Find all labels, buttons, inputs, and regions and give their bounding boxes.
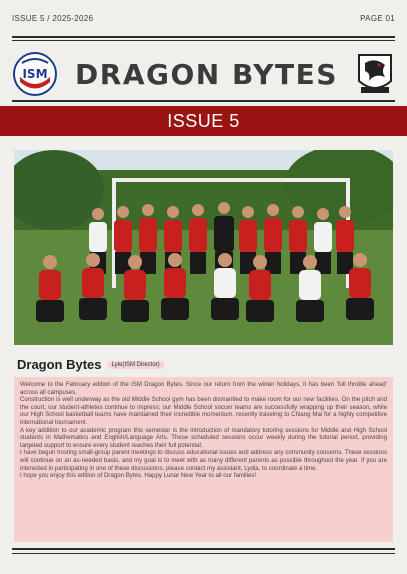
bottom-rule — [12, 548, 395, 550]
article-heading: Dragon Bytes — [17, 357, 102, 372]
letter-paragraph: I hope you enjoy this edition of Dragon Bytes. Happy Lunar New Year to all our families! — [20, 472, 257, 480]
letter-paragraph: Construction is well underway as the old Middle School gym has been dismantled to make room for our new facilities. On the pitch and the court, our student-athletes continue to impress; our Middle School soccer teams are successfully wrapping up their season, while our High School basketball teams have maintained their incredible momentum, recently traveling to Chiang Mai for a highly competitive international tournament. — [20, 396, 387, 426]
letter-paragraph: Welcome to the February edition of the ISM Dragon Bytes. Since our return from the winter holidays, it has been 'full throttle ahead' across all campuses. — [20, 381, 387, 396]
director-letter — [14, 377, 393, 542]
letter-paragraph: I have begun hosting small-group parent meetings to discuss educational issues and address any community concerns. These sessions will continue on an as-needed basis, and my goal is to meet with as many different parents as possible throughout the year. If you are interested in participating in one of these discussions, please contact my assistant, Lydia, to coordinate a time. — [20, 449, 387, 472]
team-photo — [14, 150, 393, 345]
top-rule — [12, 36, 395, 38]
letter-paragraph: A key addition to our academic program this semester is the introduction of mandatory tutoring sessions for Middle and High School students in Mathematics and English/Language Arts. These scheduled sessions occur weekly during the tutorial period, providing targeted support to ensure every student reaches their full potential. — [20, 426, 387, 449]
masthead — [12, 48, 395, 100]
newsletter-title: DRAGON BYTES — [75, 57, 338, 91]
ism-logo-text: ISM — [22, 67, 48, 81]
issue-header — [12, 14, 395, 23]
ism-logo-icon — [12, 51, 58, 97]
masthead-bottom-rule — [12, 100, 395, 102]
issue-date: ISSUE 5 / 2025-2026 — [12, 14, 94, 23]
author-badge: Lyle(ISM Director) — [108, 361, 164, 369]
dragon-crest-icon — [355, 51, 395, 97]
bottom-rule-thin — [12, 553, 395, 554]
issue-banner: ISSUE 5 — [0, 106, 407, 136]
top-rule-thin — [12, 40, 395, 41]
article-byline — [17, 357, 164, 372]
page-number: PAGE 01 — [360, 14, 395, 23]
